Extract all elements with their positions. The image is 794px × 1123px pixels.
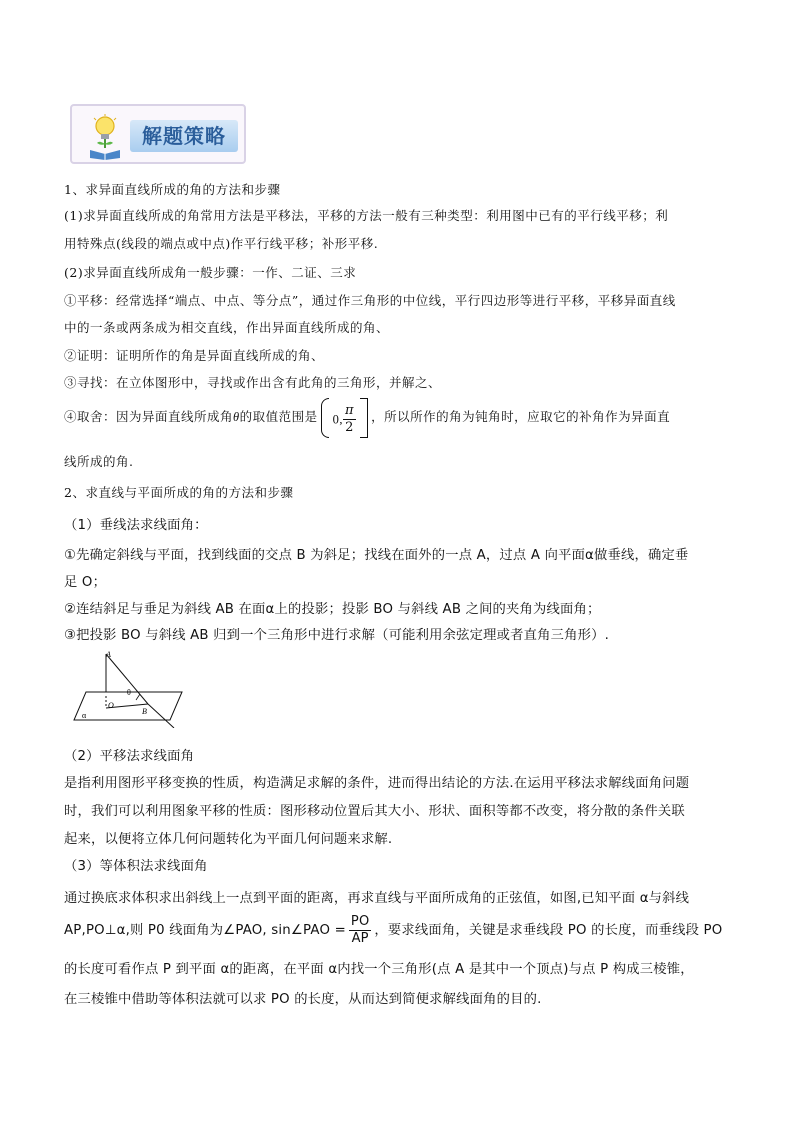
label-O: O [108,701,114,710]
s1-paragraph: 中的一条或两条成为相交直线，作出异面直线所成的角、 [64,320,390,335]
frac-denominator: AP [351,930,369,946]
s2-paragraph: 时，我们可以利用图象平移的性质：图形移动位置后其大小、形状、面积等都不改变，将分散的条件关联 [64,804,685,819]
label-A: A [106,650,111,659]
strategy-banner [70,104,246,164]
s1-range-line [64,396,670,438]
s1-paragraph: (2)求异面直线所成角一般步骤：一作、二证、三求 [64,265,357,280]
s2-sine-line [64,911,722,951]
s2-paragraph: ②连结斜足与垂足为斜线 AB 在面α上的投影；投影 BO 与斜线 AB 之间的夹角为线面角； [64,602,601,617]
frac-numerator: π [345,402,355,418]
s2-paragraph: 的长度可看作点 P 到平面 α的距离，在平面 α内找一个三角形(点 A 是其中一个顶点)与点 P 构成三棱锥， [64,962,694,977]
section-1-heading: 1、求异面直线所成的角的方法和步骤 [64,182,281,197]
label-alpha: α [82,711,87,720]
method-3-title: （3）等体积法求线面角 [64,859,208,874]
text-run: AP,PO⊥α,则 P0 线面角为∠PAO, sin∠PAO = [64,923,346,938]
angle-arc [136,694,140,700]
s2-paragraph: 起来，以便将立体几何问题转化为平面几何问题来求解. [64,832,393,847]
section-2-heading: 2、求直线与平面所成的角的方法和步骤 [64,485,294,500]
method-1-title: （1）垂线法求线面角： [64,518,208,533]
text-run: 的取值范围是 [239,409,318,424]
label-theta: θ [127,688,131,697]
s1-paragraph: ③寻找：在立体图形中，寻找或作出含有此角的三角形，并解之、 [64,375,442,390]
interval-bracket [321,398,368,438]
s2-paragraph: ③把投影 BO 与斜线 AB 归到一个三角形中进行求解（可能利用余弦定理或者直角三角形）. [64,628,610,643]
s2-paragraph: 通过换底求体积求出斜线上一点到平面的距离，再求直线与平面所成角的正弦值，如图,已知平面 α与斜线 [64,891,690,906]
math-theta: θ [233,410,240,424]
s1-paragraph: ①平移：经常选择“端点、中点、等分点”，通过作三角形的中位线，平行四边形等进行平移，平移异面直线 [64,293,676,308]
s1-paragraph: ②证明：证明所作的角是异面直线所成的角、 [64,348,325,363]
interval-zero: 0, [332,412,344,426]
frac-denominator: 2 [345,419,354,435]
s2-paragraph: ①先确定斜线与平面，找到线面的交点 B 为斜足；找线在面外的一点 A，过点 A 向平面α做垂线，确定垂 [64,548,689,563]
frac-numerator: PO [350,913,370,929]
label-B: B [142,707,147,716]
s1-paragraph: 用特殊点(线段的端点或中点)作平行线平移；补形平移. [64,236,379,251]
s2-paragraph: 足 O； [64,575,107,590]
s1-paragraph: 线所成的角. [64,454,134,469]
text-run: ，所以所作的角为钝角时，应取它的补角作为异面直 [371,409,671,424]
s2-paragraph: 是指利用图形平移变换的性质，构造满足求解的条件，进而得出结论的方法.在运用平移法求解线面角问题 [64,776,690,791]
banner-title: 解题策略 [130,120,238,152]
lightbulb-book-icon [88,114,122,160]
text-run: ④取舍：因为异面直线所成角 [64,409,234,424]
po-over-ap [349,914,371,947]
text-run: ，要求线面角，关键是求垂线段 PO 的长度，而垂线段 PO [374,923,723,938]
line-plane-angle-figure [72,648,188,728]
method-2-title: （2）平移法求线面角 [64,749,195,764]
s1-paragraph: (1)求异面直线所成的角常用方法是平移法，平移的方法一般有三种类型：利用图中已有的平行线平移；利 [64,208,669,223]
pi-over-two [343,403,356,436]
slant-extension [148,704,174,728]
s2-paragraph: 在三棱锥中借助等体积法就可以求 PO 的长度，从而达到简便求解线面角的目的. [64,992,542,1007]
